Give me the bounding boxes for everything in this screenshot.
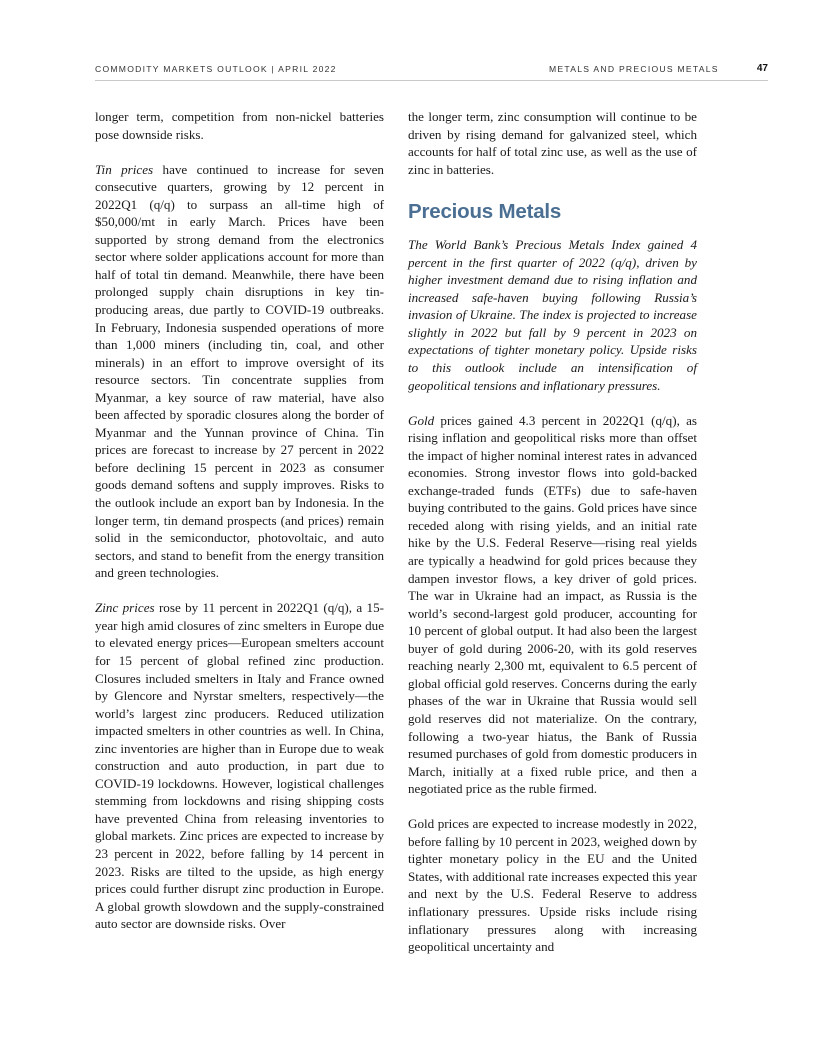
right-column [408, 108, 697, 956]
page-number: 47 [756, 63, 768, 74]
section-title: METALS AND PRECIOUS METALS [549, 64, 719, 74]
paragraph-zinc-prices [95, 599, 384, 932]
paragraph-gold [408, 412, 697, 798]
zinc-prices-lead: Zinc prices [95, 600, 155, 616]
left-column [95, 108, 384, 933]
paragraph-gold-outlook: Gold prices are expected to increase modestly in 2022, before falling by 10 percent in 2023, weighed down by tighter monetary policy in the EU and the United States, with additional rate increases expected this year and next by the U.S. Federal Reserve to address inflationary pressures. Upside risks include rising inflationary pressures along with increasing geopolitical uncertainty and [408, 816, 697, 955]
section-heading-precious-metals: Precious Metals [408, 200, 562, 224]
gold-lead: Gold [408, 412, 435, 428]
zinc-prices-text: rose by 11 percent in 2022Q1 (q/q), a 15-year high amid closures of zinc smelters in Europe due to elevated energy prices—European smelters account for 15 percent of global refined zinc production. Closures included smelters in Italy and France owned by Glencore and Nyrstar smelters, respectively—the world’s largest zinc producers. Reduced utilization impacted smelters in other countries as well. In China, zinc inventories are higher than in Europe due to weak construction and auto production, in part due to COVID-19 lockdowns. However, logistical challenges stemming from lockdowns and rising shipping costs have prevented China from releasing inventories to global markets. Zinc prices are expected to increase by 23 percent in 2022, before falling by 14 percent in 2023. Risks are tilted to the upside, as high energy prices could further disrupt zinc production in Europe. A global growth slowdown and the supply-constrained auto sector are downside risks. Over [95, 600, 384, 932]
publication-title: COMMODITY MARKETS OUTLOOK | APRIL 2022 [95, 64, 337, 74]
paragraph-zinc-continuation: the longer term, zinc consumption will continue to be driven by rising demand for galvanized steel, which accounts for half of total zinc use, as well as the use of zinc in batteries. [408, 109, 697, 177]
tin-prices-text: have continued to increase for seven consecutive quarters, growing by 12 percent in 2022Q1 (q/q) to surpass an all-time high of $50,000/mt in early March. Prices have been supported by strong demand from the electronics sector where solder applications account for more than half of total tin demand. Meanwhile, there have been prolonged supply chain disruptions in key tin-producing areas, due partly to COVID-19 outbreaks. In February, Indonesia suspended operations of more than 1,000 miners (including tin, coal, and other minerals) in an effort to improve oversight of its resource sectors. Tin concentrate supplies from Myanmar, a key source of raw material, have also been affected by sporadic closures along the border of Myanmar and the Yunnan province of China. Tin prices are forecast to increase by 27 percent in 2022 before declining 15 percent in 2023 as consumer goods demand softens and supply improves. Risks to the outlook include an export ban by Indonesia. In the longer term, tin demand prospects (and prices) remain solid in the semiconductor, photovoltaic, and auto sectors, and stand to benefit from the energy transition and green technologies. [95, 161, 384, 581]
tin-prices-lead: Tin prices [95, 161, 154, 177]
header-rule [95, 80, 768, 81]
section-summary: The World Bank’s Precious Metals Index gained 4 percent in the first quarter of 2022 (q/q), driven by higher investment demand due to rising inflation and increased safe-haven buying following Russia’s invasion of Ukraine. The index is projected to increase slightly in 2022 but fall by 9 percent in 2023 on expectations of tighter monetary policy. Upside risks to this outlook include an intensification of geopolitical tensions and inflationary pressures. [408, 237, 697, 393]
running-header [95, 64, 768, 78]
gold-text: prices gained 4.3 percent in 2022Q1 (q/q), as rising inflation and geopolitical risks more than offset the impact of higher nominal interest rates in advanced economies. Strong investor flows into gold-backed exchange-traded funds (ETFs) due to safe-haven buying contributed to the gains. Gold prices have since receded along with rising yields, and an initial rate hike by the U.S. Federal Reserve—rising real yields are typically a headwind for gold prices because they dampen investor flows, a key driver of gold prices. The war in Ukraine had an impact, as Russia is the world’s second-largest gold producer, accounting for 10 percent of global output. It had also been the largest buyer of gold during 2006-20, with its gold reserves reaching nearly 2,300 mt, equivalent to 6.5 percent of global official gold reserves. Concerns during the early phases of the war in Ukraine that Russia would sell gold reserves did not materialize. On the contrary, following a two-year hiatus, the Bank of Russia resumed purchases of gold from domestic producers in March, initially at a fixed ruble price, and then a negotiated price as the ruble firmed. [408, 412, 697, 797]
paragraph-tin-prices [95, 161, 384, 582]
paragraph-continuation: longer term, competition from non-nickel batteries pose downside risks. [95, 109, 384, 142]
